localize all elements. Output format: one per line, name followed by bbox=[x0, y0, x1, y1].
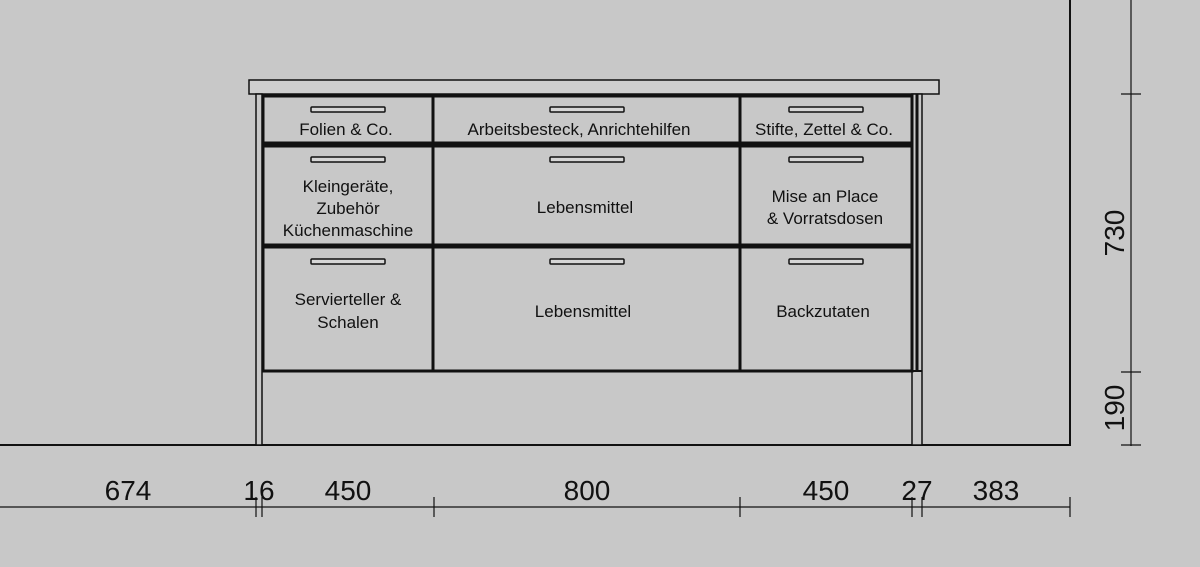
drawer-label-top-right: Stifte, Zettel & Co. bbox=[755, 120, 893, 139]
drawer-handle bbox=[789, 259, 863, 264]
dimension-label: 674 bbox=[104, 475, 152, 506]
drawer-label-mid-left-3: Küchenmaschine bbox=[282, 221, 414, 240]
drawer-label-mid-left-2: Zubehör bbox=[316, 199, 380, 218]
drawer-label-mid-right-2: & Vorratsdosen bbox=[766, 209, 884, 228]
drawer-handle bbox=[789, 157, 863, 162]
left-side-panel bbox=[256, 94, 262, 445]
drawer-label-mid-right-1: Mise an Place bbox=[771, 187, 879, 206]
drawer-handle bbox=[789, 107, 863, 112]
countertop bbox=[249, 80, 939, 94]
drawer-handle bbox=[311, 107, 385, 112]
drawer-label-top-mid: Arbeitsbesteck, Anrichtehilfen bbox=[467, 120, 691, 139]
drawer-handle bbox=[311, 259, 385, 264]
dimension-label: 450 bbox=[802, 475, 850, 506]
drawer-handle bbox=[550, 259, 624, 264]
drawer-label-bot-right: Backzutaten bbox=[776, 302, 870, 321]
dimension-label: 800 bbox=[563, 475, 611, 506]
drawer-label-bot-mid: Lebensmittel bbox=[534, 302, 632, 321]
drawer-front-bot-left bbox=[263, 247, 433, 371]
drawer-label-mid-mid: Lebensmittel bbox=[536, 198, 634, 217]
drawer-handle bbox=[311, 157, 385, 162]
dimension-label: 27 bbox=[901, 475, 933, 506]
dimension-label: 450 bbox=[324, 475, 372, 506]
drawer-handle bbox=[550, 107, 624, 112]
dimension-label: 383 bbox=[972, 475, 1020, 506]
drawer-label-bot-left-2: Schalen bbox=[317, 313, 379, 332]
drawer-label-mid-left-1: Kleingeräte, bbox=[302, 177, 394, 196]
dimension-label: 16 bbox=[243, 475, 275, 506]
drawer-label-bot-left-1: Servierteller & bbox=[294, 290, 402, 309]
dimension-label-vertical: 190 bbox=[1099, 384, 1130, 432]
dimension-label-vertical: 730 bbox=[1099, 209, 1130, 257]
drawer-handle bbox=[550, 157, 624, 162]
drawer-label-top-left: Folien & Co. bbox=[299, 120, 393, 139]
